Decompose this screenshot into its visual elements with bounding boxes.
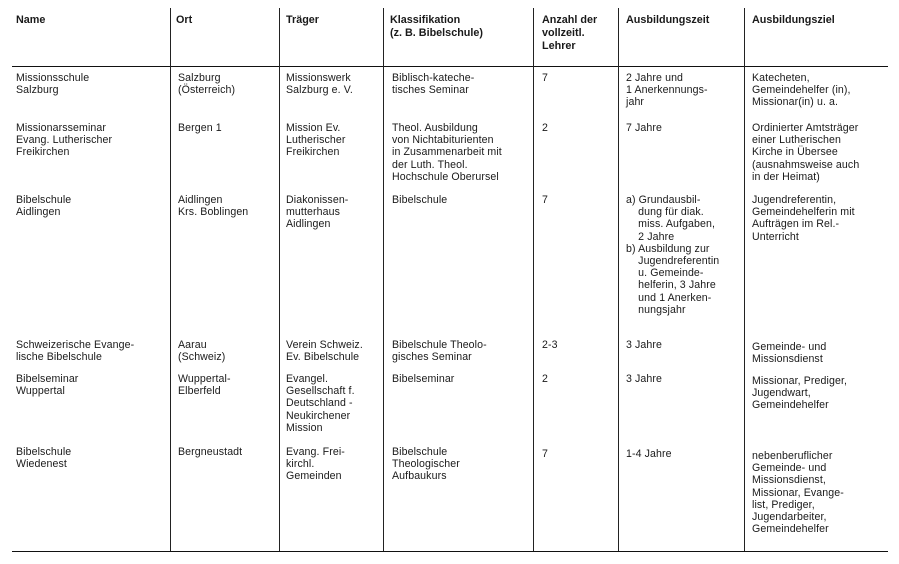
cell-ort: Aarau (Schweiz) xyxy=(178,339,226,364)
cell-klassifikation: Bibelschule xyxy=(392,194,448,206)
cell-zeit: 2 Jahre und 1 Anerkennungs- jahr xyxy=(626,72,708,109)
cell-ort: Bergen 1 xyxy=(178,122,222,134)
cell-traeger: Evang. Frei- kirchl. Gemeinden xyxy=(286,446,345,483)
cell-name: Schweizerische Evange- lische Bibelschule xyxy=(16,339,135,364)
cell-klassifikation: Bibelschule Theolo- gisches Seminar xyxy=(392,339,487,364)
header-ort: Ort xyxy=(176,14,193,26)
header-anzahl-lehrer: Anzahl der vollzeitl. Lehrer xyxy=(542,14,598,52)
cell-zeit: 3 Jahre xyxy=(626,339,663,351)
header-rule xyxy=(12,66,888,67)
cell-ziel: Katecheten, Gemeindehelfer (in), Missionar(in) u. a. xyxy=(752,72,851,109)
cell-klassifikation: Bibelseminar xyxy=(392,373,455,385)
header-name: Name xyxy=(16,14,46,26)
cell-traeger: Missionswerk Salzburg e. V. xyxy=(286,72,353,97)
cell-name: Bibelschule Wiedenest xyxy=(16,446,72,471)
cell-zeit: 3 Jahre xyxy=(626,373,663,385)
cell-klassifikation: Theol. Ausbildung von Nichtabiturienten in Zusammenarbeit mit der Luth. Theol. Hochschule Oberursel xyxy=(392,122,502,183)
cell-name: Missionarsseminar Evang. Lutherischer Freikirchen xyxy=(16,122,113,159)
cell-klassifikation: Biblisch-kateche- tisches Seminar xyxy=(392,72,475,97)
cell-lehrer: 2 xyxy=(542,122,548,134)
cell-zeit: a) Grundausbil- dung für diak. miss. Aufgaben, 2 Jahre b) Ausbildung zur Jugendreferentin u. Gemeinde- helferin, 3 Jahre und 1 Anerken- nungsjahr xyxy=(626,194,720,316)
header-ausbildungsziel: Ausbildungsziel xyxy=(752,14,835,26)
cell-ort: Wuppertal- Elberfeld xyxy=(178,373,231,398)
column-divider xyxy=(279,8,280,551)
cell-traeger: Verein Schweiz. Ev. Bibelschule xyxy=(286,339,363,364)
cell-name: Missionsschule Salzburg xyxy=(16,72,90,97)
cell-traeger: Diakonissen- mutterhaus Aidlingen xyxy=(286,194,349,231)
bottom-rule xyxy=(12,551,888,552)
cell-ort: Salzburg (Österreich) xyxy=(178,72,236,97)
cell-zeit: 7 Jahre xyxy=(626,122,663,134)
cell-lehrer: 7 xyxy=(542,194,548,206)
cell-traeger: Evangel. Gesellschaft f. Deutschland - Neukirchener Mission xyxy=(286,373,355,434)
column-divider xyxy=(618,8,619,551)
cell-ziel: nebenberuflicher Gemeinde- und Missionsdienst, Missionar, Evange- list, Prediger, Jugendarbeiter, Gemeindehelfer xyxy=(752,450,844,536)
column-divider xyxy=(383,8,384,551)
cell-ziel: Ordinierter Amtsträger einer Lutherischen Kirche in Übersee (ausnahmsweise auch in der Heimat) xyxy=(752,122,860,183)
cell-lehrer: 2-3 xyxy=(542,339,558,351)
cell-ziel: Gemeinde- und Missionsdienst xyxy=(752,341,827,366)
column-divider xyxy=(170,8,171,551)
cell-ziel: Missionar, Prediger, Jugendwart, Gemeindehelfer xyxy=(752,375,848,412)
cell-ort: Aidlingen Krs. Boblingen xyxy=(178,194,249,219)
cell-zeit: 1-4 Jahre xyxy=(626,448,672,460)
cell-lehrer: 7 xyxy=(542,72,548,84)
column-divider xyxy=(533,8,534,551)
header-ausbildungszeit: Ausbildungszeit xyxy=(626,14,710,26)
cell-ort: Bergneustadt xyxy=(178,446,243,458)
cell-name: Bibelschule Aidlingen xyxy=(16,194,72,219)
cell-klassifikation: Bibelschule Theologischer Aufbaukurs xyxy=(392,446,460,483)
cell-lehrer: 2 xyxy=(542,373,548,385)
header-klassifikation: Klassifikation (z. B. Bibelschule) xyxy=(390,14,483,39)
cell-name: Bibelseminar Wuppertal xyxy=(16,373,79,398)
cell-lehrer: 7 xyxy=(542,448,548,460)
cell-traeger: Mission Ev. Lutherischer Freikirchen xyxy=(286,122,346,159)
cell-ziel: Jugendreferentin, Gemeindehelferin mit Aufträgen im Rel.- Unterricht xyxy=(752,194,855,243)
header-traeger: Träger xyxy=(286,14,320,26)
column-divider xyxy=(744,8,745,551)
